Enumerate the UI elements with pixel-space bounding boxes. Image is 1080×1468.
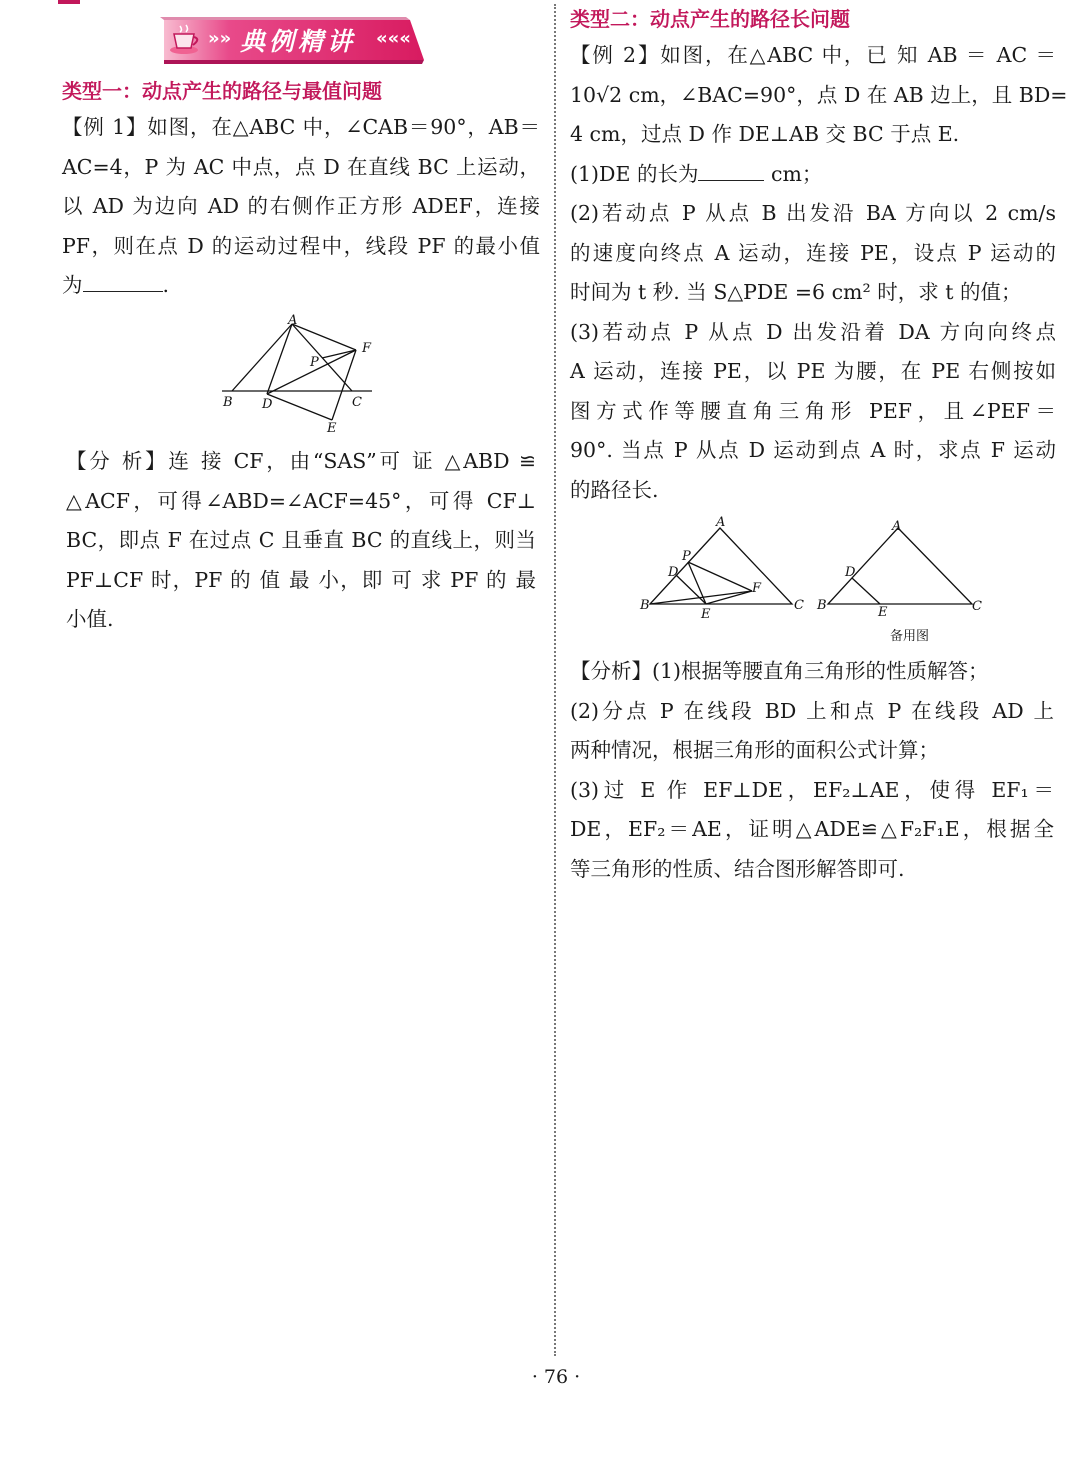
answer-blank: [83, 267, 163, 292]
segment-ab: [232, 324, 292, 391]
banner-title: 典例精讲: [240, 27, 357, 56]
analysis-1-line: △ACF，可得∠ABD=∠ACF=45°，可得 CF⊥: [66, 488, 536, 513]
type-two-title: 类型二：动点产生的路径长问题: [570, 7, 850, 31]
fig3-label-d: D: [845, 565, 856, 580]
segment-pf: [322, 350, 356, 358]
segment-pf: [688, 562, 752, 591]
example-2-line: 图方式作等腰直角三角形 PEF，且∠PEF＝: [570, 398, 1056, 423]
fig3-label-a: A: [892, 519, 902, 534]
segment-de: [852, 578, 880, 604]
example-1-end: .: [162, 273, 170, 297]
fig2-label-f: F: [752, 581, 762, 596]
fig2-label-c: C: [794, 598, 804, 613]
segment-af: [292, 324, 356, 350]
example-2-line: (3)若动点 P 从点 D 出发沿着 DA 方向向终点: [570, 319, 1056, 344]
analysis-2-line: 两种情况，根据三角形的面积公式计算；: [570, 738, 939, 762]
analysis-1-line: BC，即点 F 在过点 C 且垂直 BC 的直线上，则当: [66, 528, 536, 552]
fig1-label-p: P: [310, 355, 319, 370]
analysis-2-line: DE，EF₂＝AE，证明△ADE≌△F₂F₁E，根据全: [570, 817, 1054, 841]
banner-left-deco: »»: [208, 28, 232, 49]
fig3-label-b: B: [817, 598, 827, 613]
segment-ef: [706, 591, 752, 604]
fig2-label-b: B: [640, 598, 650, 613]
fig2-label-a: A: [716, 515, 726, 530]
fig2-label-d: D: [668, 565, 679, 580]
example-1-line: PF，则在点 D 的运动过程中，线段 PF 的最小值: [62, 233, 540, 258]
fig3-caption: 备用图: [890, 629, 930, 644]
top-corner-mark: [58, 0, 80, 4]
banner-right-deco: «««: [376, 28, 411, 49]
analysis-2-line: 【分析】(1)根据等腰直角三角形的性质解答；: [570, 659, 989, 683]
fig2-label-p: P: [682, 549, 691, 564]
figure-3-spare: [812, 512, 992, 652]
example-2-line: (2)若动点 P 从点 B 出发沿 BA 方向以 2 cm/s: [570, 201, 1056, 225]
example-2-line: 4 cm，过点 D 作 DE⊥AB 交 BC 于点 E.: [570, 122, 960, 146]
example-2-line: 的速度向终点 A 运动，连接 PE，设点 P 运动的: [570, 240, 1056, 265]
figure-1: [212, 310, 382, 440]
example-2-line: 的路径长.: [570, 477, 659, 502]
example-2-line: 【例 2】如图，在△ABC 中，已 知 AB ＝ AC ＝: [570, 43, 1056, 67]
fig1-label-d: D: [262, 397, 273, 412]
analysis-1-line: 【分 析】连 接 CF，由“SAS”可 证 △ABD ≌: [66, 449, 536, 473]
answer-blank: [698, 156, 764, 181]
example-2-line: 10√2 cm，∠BAC=90°，点 D 在 AB 边上，且 BD=: [570, 82, 1068, 107]
fig1-label-f: F: [362, 341, 372, 356]
right-column: [570, 2, 1068, 510]
analysis-1-line: 小值.: [66, 607, 114, 631]
example-1-line: AC=4，P 为 AC 中点，点 D 在直线 BC 上运动，: [62, 154, 540, 179]
analysis-2-line: (2)分点 P 在线段 BD 上和点 P 在线段 AD 上: [570, 698, 1054, 723]
fig1-label-a: A: [288, 313, 298, 328]
figure-2: [636, 512, 816, 624]
example-1: [62, 108, 540, 306]
analysis-2-line: (3)过 E 作 EF⊥DE，EF₂⊥AE，使得 EF₁＝: [570, 777, 1054, 802]
left-column: [62, 74, 540, 306]
analysis-2: [570, 652, 1054, 889]
analysis-1-line: PF⊥CF 时，PF 的 值 最 小，即 可 求 PF 的 最: [66, 567, 536, 592]
example-1-last-text: 为: [62, 273, 83, 297]
fig1-label-b: B: [223, 395, 233, 410]
segment-de: [267, 394, 332, 420]
fig2-label-e: E: [701, 607, 711, 622]
analysis-1: [66, 442, 536, 640]
example-2-line: A 运动，连接 PE，以 PE 为腰，在 PE 右侧按如: [570, 359, 1056, 383]
example-2: [570, 36, 1068, 510]
example-1-line: 【例 1】如图，在△ABC 中，∠CAB＝90°，AB＝: [62, 115, 540, 139]
page-number: · 76 ·: [531, 1366, 581, 1388]
q1-unit: cm；: [771, 161, 823, 186]
fig1-label-c: C: [352, 395, 362, 410]
example-1-line: 以 AD 为边向 AD 的右侧作正方形 ADEF，连接: [62, 194, 540, 218]
example-2-line: [570, 155, 1056, 195]
type-one-title: 类型一：动点产生的路径与最值问题: [62, 79, 382, 103]
fig3-label-e: E: [878, 605, 888, 620]
cup-icon: [168, 22, 202, 56]
fig1-label-e: E: [327, 421, 337, 436]
column-divider: [554, 4, 556, 1356]
example-2-line: 90°. 当点 P 从点 D 运动到点 A 时，求点 F 运动: [570, 438, 1056, 462]
example-1-line: [62, 266, 540, 306]
fig3-label-c: C: [972, 599, 982, 614]
q1-text: (1)DE 的长为: [570, 161, 699, 186]
example-2-line: 时间为 t 秒. 当 S△PDE =6 cm² 时，求 t 的值；: [570, 280, 1022, 304]
analysis-2-line: 等三角形的性质、结合图形解答即可.: [570, 856, 905, 881]
